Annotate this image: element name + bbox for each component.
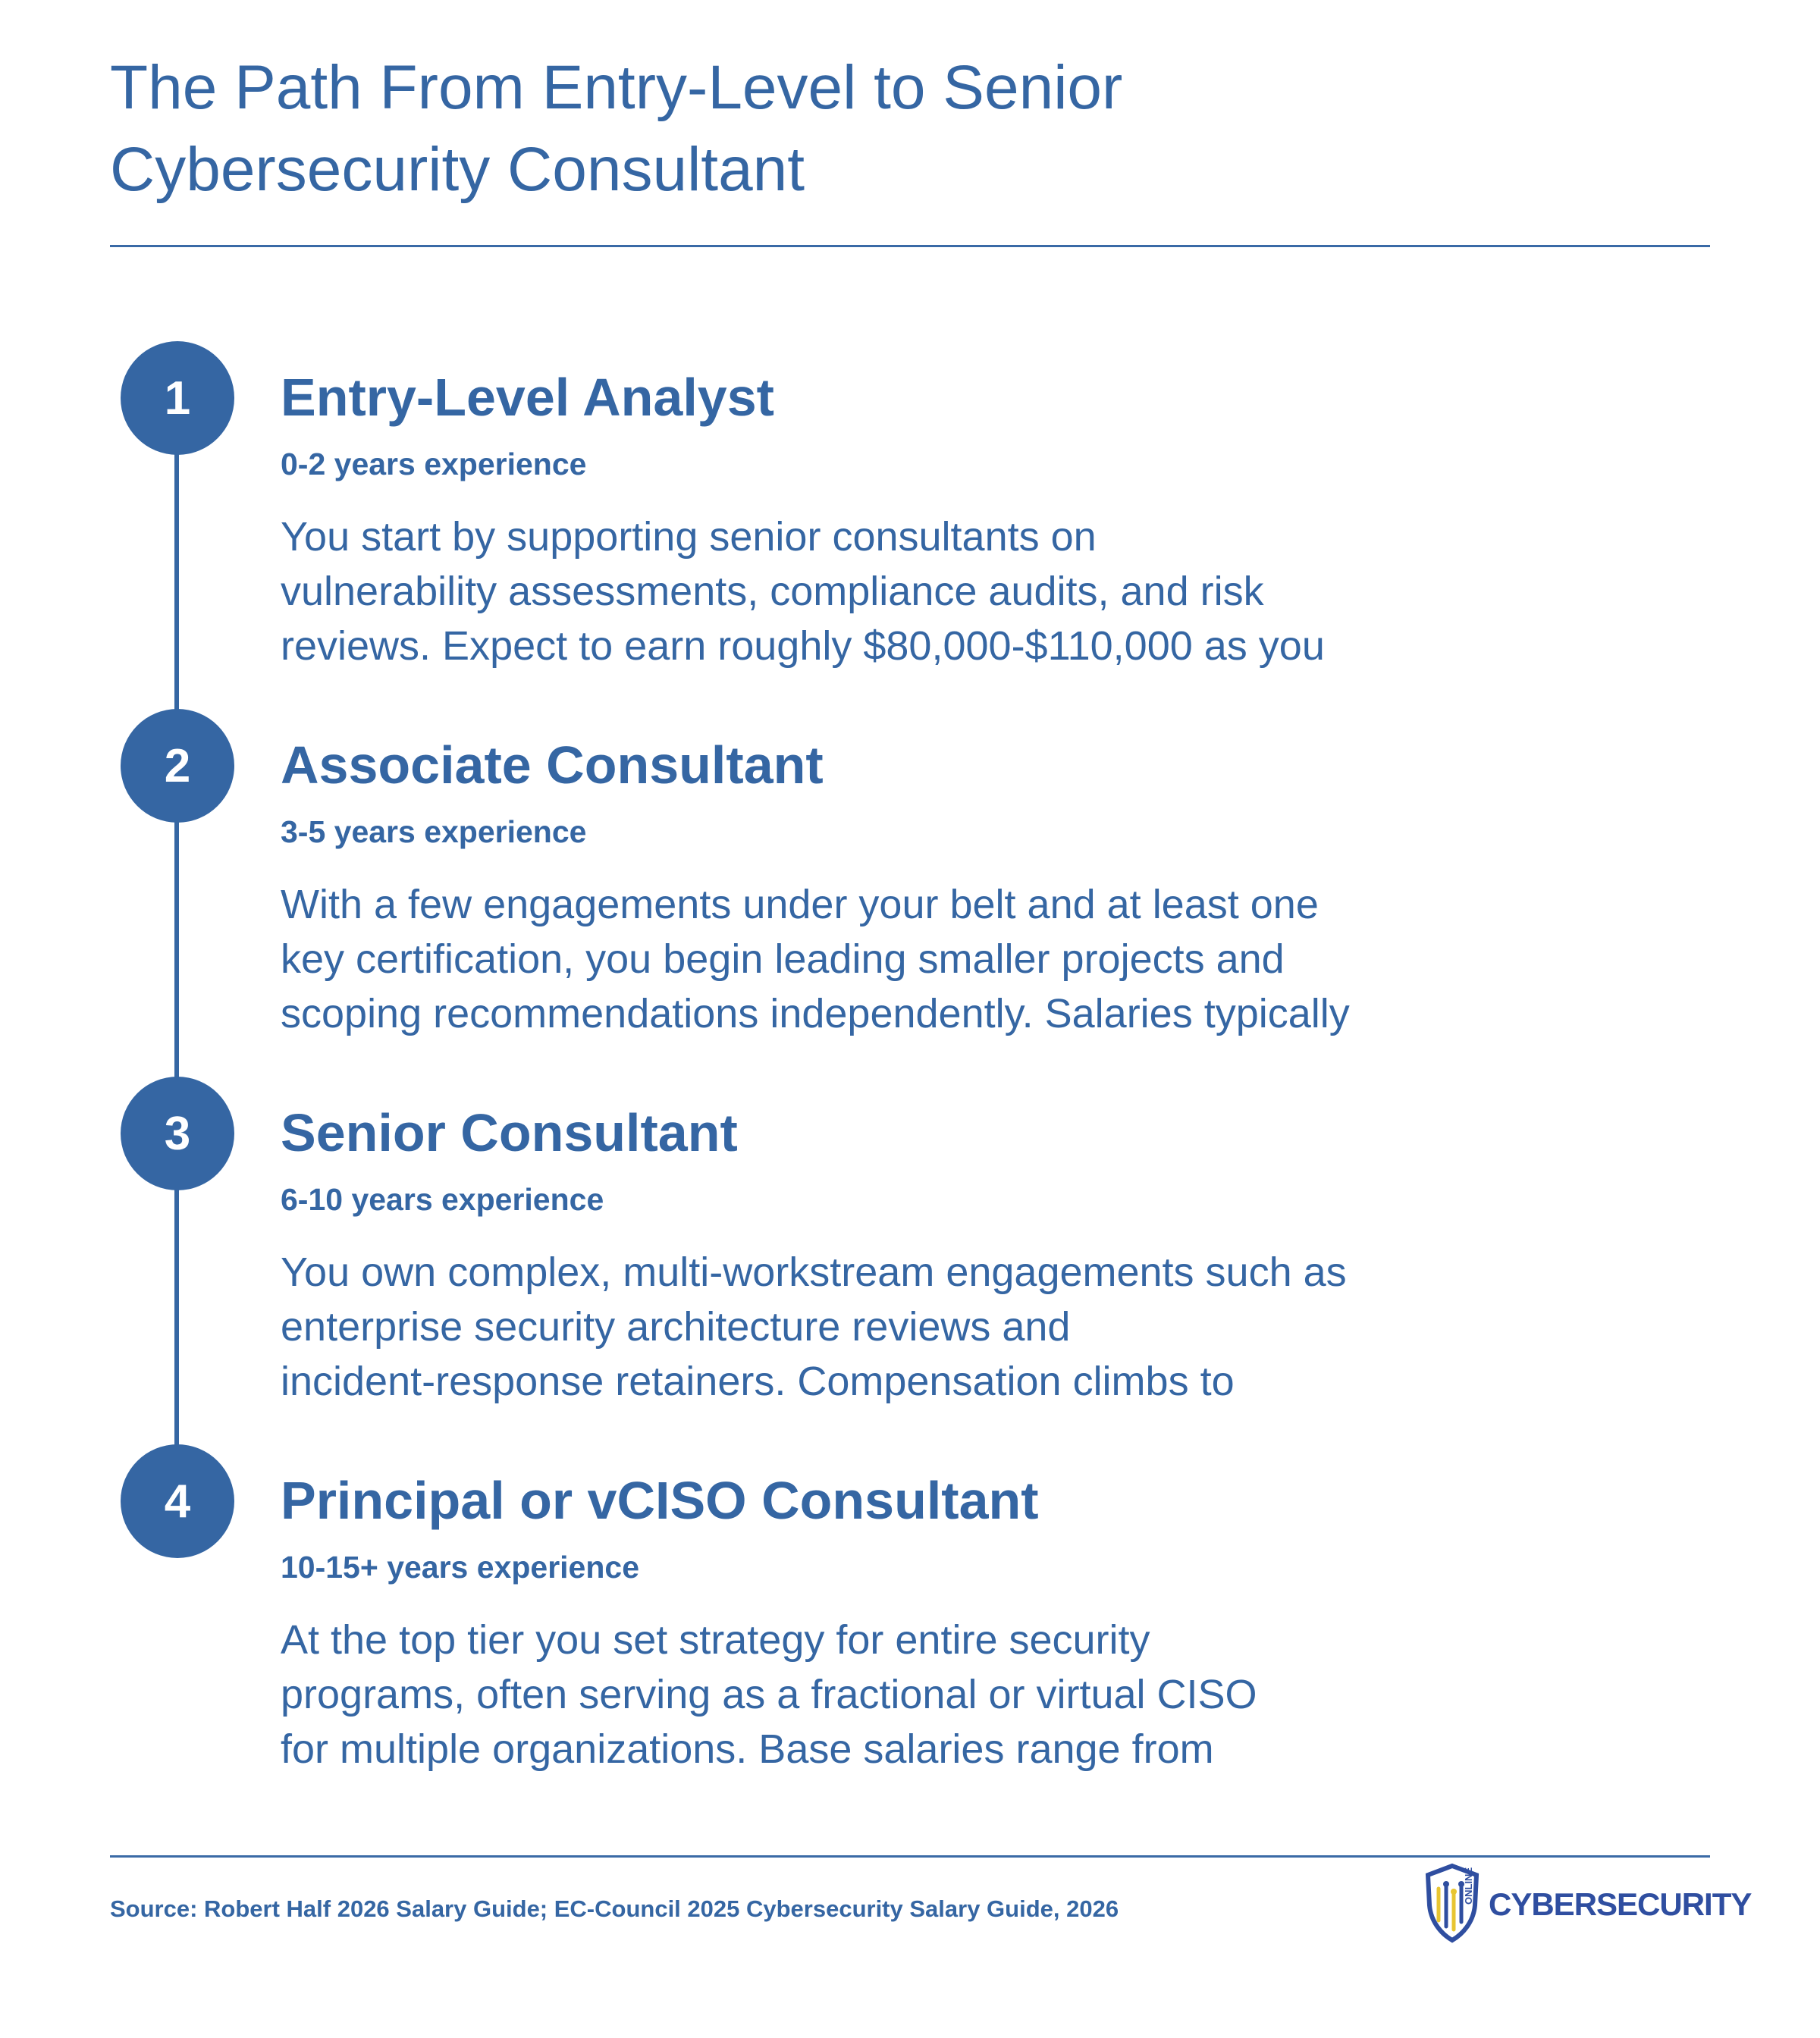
step-1-description-line: You start by supporting senior consultants on [281, 514, 1097, 560]
step-1-description [281, 510, 1433, 673]
step-2-description-line: scoping recommendations independently. Salaries typically [281, 991, 1350, 1036]
step-4-title: Principal or vCISO Consultant [281, 1471, 1039, 1530]
step-1 [281, 365, 1433, 673]
step-4-description-line: At the top tier you set strategy for entire security [281, 1617, 1150, 1663]
step-1-description-line: vulnerability assessments, compliance audits, and risk [281, 569, 1264, 614]
step-3-description [281, 1245, 1433, 1409]
step-1-number: 1 [164, 372, 191, 425]
step-2-number: 2 [164, 739, 191, 792]
timeline-line [174, 394, 179, 1494]
step-2-description [281, 877, 1433, 1041]
step-4-description-line: for multiple organizations. Base salaries range from [281, 1726, 1214, 1772]
logo-online-text: ONLINE [1463, 1867, 1474, 1905]
step-3-description-line: incident-response retainers. Compensation climbs to [281, 1359, 1235, 1404]
source-citation: Source: Robert Half 2026 Salary Guide; EC-Council 2025 Cybersecurity Salary Guide, 2026 [110, 1895, 1119, 1922]
step-2-experience: 3-5 years experience [281, 814, 587, 849]
page-title-line1: The Path From Entry-Level to Senior [110, 53, 1123, 122]
step-2-description-line: key certification, you begin leading smaller projects and [281, 936, 1285, 982]
page-title [110, 47, 1399, 211]
step-1-title: Entry-Level Analyst [281, 368, 774, 427]
step-3-number: 3 [164, 1107, 191, 1160]
step-4-experience: 10-15+ years experience [281, 1550, 640, 1585]
step-2 [281, 733, 1433, 1041]
logo-wordmark: CYBERSECURITY [1489, 1886, 1752, 1922]
step-1-experience: 0-2 years experience [281, 447, 587, 481]
step-2-description-line: With a few engagements under your belt and at least one [281, 882, 1319, 927]
step-3-experience: 6-10 years experience [281, 1182, 604, 1217]
top-divider [110, 245, 1710, 247]
step-4-number: 4 [164, 1475, 191, 1528]
step-4-description [281, 1613, 1433, 1776]
page-title-line2: Cybersecurity Consultant [110, 135, 805, 204]
brand-logo [1422, 1858, 1752, 1949]
step-1-description-line: reviews. Expect to earn roughly $80,000-$110,000 as you [281, 623, 1325, 669]
step-3-title: Senior Consultant [281, 1103, 738, 1162]
step-2-title: Associate Consultant [281, 735, 824, 795]
step-3-description-line: You own complex, multi-workstream engagements such as [281, 1249, 1347, 1295]
step-2-number-badge [121, 709, 234, 823]
step-4 [281, 1469, 1433, 1776]
step-3-description-line: enterprise security architecture reviews and [281, 1304, 1071, 1350]
step-3-number-badge [121, 1077, 234, 1190]
step-4-number-badge [121, 1444, 234, 1558]
step-3 [281, 1101, 1433, 1409]
step-1-number-badge [121, 341, 234, 455]
step-4-description-line: programs, often serving as a fractional or virtual CISO [281, 1672, 1257, 1717]
